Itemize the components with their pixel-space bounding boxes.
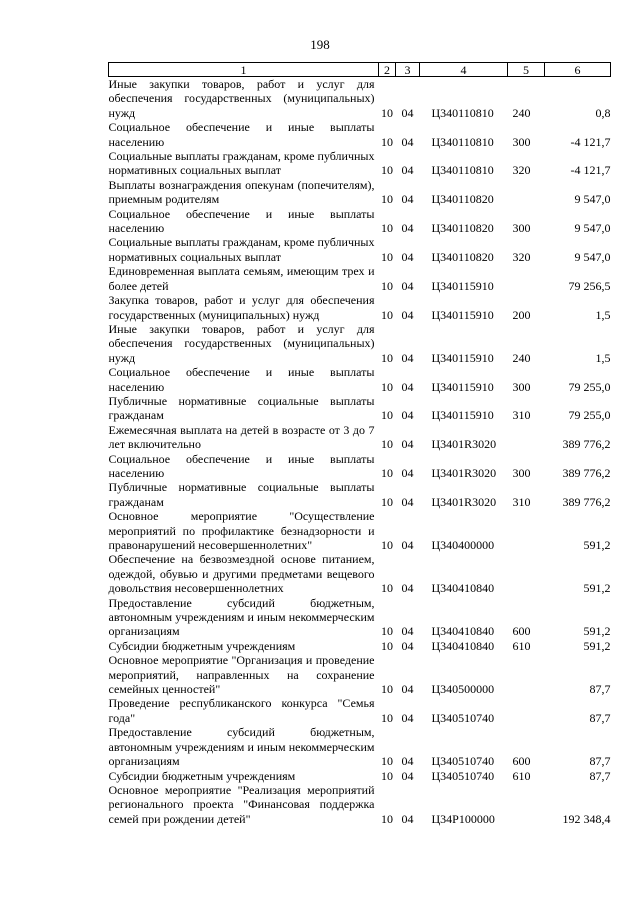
row-code: Ц340500000 bbox=[431, 682, 495, 697]
table-row bbox=[109, 480, 611, 509]
row-expense-type: 320 bbox=[512, 249, 531, 264]
table-row bbox=[109, 207, 611, 236]
row-code: Ц340410840 bbox=[431, 624, 495, 639]
row-name: Социальное обеспечение и иные выплаты населению bbox=[108, 206, 375, 236]
row-expense-type bbox=[508, 552, 545, 595]
row-section: 10 bbox=[381, 581, 393, 596]
row-code: Ц340115910 bbox=[431, 408, 494, 423]
row-subsection: 04 bbox=[401, 624, 414, 639]
row-section: 10 bbox=[381, 307, 393, 322]
row-amount: 87,7 bbox=[589, 710, 611, 725]
table-row bbox=[109, 120, 611, 149]
column-header-3: 3 bbox=[396, 63, 420, 77]
row-subsection: 04 bbox=[401, 682, 414, 697]
row-subsection: 04 bbox=[401, 307, 414, 322]
row-code: Ц34P100000 bbox=[431, 811, 495, 826]
row-code: Ц3401R3020 bbox=[431, 494, 497, 509]
row-name: Основное мероприятие "Осуществление мероприятий по профилактике безнадзорности и правонарушений несовершеннолетних" bbox=[108, 509, 375, 552]
row-amount: 79 255,0 bbox=[568, 379, 611, 394]
row-code: Ц340510740 bbox=[431, 754, 495, 769]
row-section: 10 bbox=[381, 437, 393, 452]
row-section: 10 bbox=[381, 350, 393, 365]
table-row bbox=[109, 264, 611, 293]
row-expense-type: 600 bbox=[512, 624, 531, 639]
row-amount: 389 776,2 bbox=[562, 437, 611, 452]
row-subsection: 04 bbox=[401, 768, 414, 783]
row-amount: 0,8 bbox=[595, 105, 611, 120]
table-row bbox=[109, 725, 611, 768]
row-code: Ц340115910 bbox=[431, 307, 494, 322]
row-amount: -4 121,7 bbox=[570, 134, 611, 149]
row-name: Основное мероприятие "Реализация мероприятий регионального проекта "Финансовая поддержка семей при рождении детей" bbox=[108, 782, 375, 826]
row-subsection: 04 bbox=[401, 754, 414, 769]
row-amount: 9 547,0 bbox=[574, 192, 611, 207]
column-header-5: 5 bbox=[508, 63, 545, 77]
row-expense-type: 310 bbox=[512, 494, 531, 509]
row-name: Публичные нормативные социальные выплаты гражданам bbox=[108, 480, 375, 509]
row-amount: 389 776,2 bbox=[562, 494, 611, 509]
row-subsection: 04 bbox=[401, 710, 414, 725]
row-code: Ц340110810 bbox=[431, 105, 494, 120]
row-expense-type: 300 bbox=[512, 379, 531, 394]
row-subsection: 04 bbox=[401, 538, 414, 552]
row-expense-type bbox=[508, 423, 545, 452]
row-name: Иные закупки товаров, работ и услуг для обеспечения государственных (муниципальных) нужд bbox=[108, 321, 375, 365]
table-row bbox=[109, 235, 611, 264]
row-section: 10 bbox=[381, 278, 393, 293]
budget-table bbox=[108, 62, 611, 826]
row-code: Ц340410840 bbox=[431, 638, 495, 653]
row-subsection: 04 bbox=[401, 638, 414, 653]
row-amount: 591,2 bbox=[583, 581, 611, 596]
row-expense-type: 240 bbox=[512, 350, 531, 365]
row-amount: 79 255,0 bbox=[568, 408, 611, 423]
row-expense-type: 300 bbox=[512, 465, 531, 480]
row-section: 10 bbox=[381, 408, 393, 423]
page-number: 198 bbox=[310, 37, 330, 52]
row-code: Ц340110810 bbox=[431, 163, 494, 178]
table-row bbox=[109, 293, 611, 322]
row-section: 10 bbox=[381, 105, 393, 120]
row-subsection: 04 bbox=[401, 134, 414, 149]
row-subsection: 04 bbox=[401, 221, 414, 236]
table-row bbox=[109, 452, 611, 481]
column-header-4: 4 bbox=[420, 63, 508, 77]
row-section: 10 bbox=[381, 538, 393, 552]
table-row bbox=[109, 596, 611, 639]
column-header-1: 1 bbox=[109, 63, 379, 77]
row-subsection: 04 bbox=[401, 249, 414, 264]
row-subsection: 04 bbox=[401, 494, 414, 509]
row-amount: 87,7 bbox=[589, 768, 611, 783]
row-code: Ц340510740 bbox=[431, 768, 495, 783]
row-expense-type: 300 bbox=[512, 221, 531, 236]
row-name: Обеспечение на безвозмездной основе питанием, одеждой, обувью и другими предметами вещевого довольствия несовершеннолетних bbox=[108, 552, 375, 596]
table-row bbox=[109, 769, 611, 783]
row-expense-type: 200 bbox=[512, 307, 531, 322]
row-name: Социальное обеспечение и иные выплаты населению bbox=[108, 451, 375, 480]
row-section: 10 bbox=[381, 682, 393, 697]
table-row bbox=[109, 423, 611, 452]
row-code: Ц340510740 bbox=[431, 710, 495, 725]
row-amount: 591,2 bbox=[583, 624, 611, 639]
row-expense-type: 300 bbox=[512, 134, 531, 149]
row-code: Ц340115910 bbox=[431, 278, 494, 293]
table-row bbox=[109, 552, 611, 595]
row-expense-type: 610 bbox=[512, 768, 531, 783]
row-expense-type bbox=[508, 783, 545, 826]
table-row bbox=[109, 653, 611, 696]
row-code: Ц340400000 bbox=[431, 538, 495, 552]
row-expense-type: 310 bbox=[512, 408, 531, 423]
row-amount: 591,2 bbox=[583, 538, 611, 552]
row-name: Социальные выплаты гражданам, кроме публичных нормативных социальных выплат bbox=[108, 235, 375, 264]
table-row bbox=[109, 77, 611, 121]
row-name: Субсидии бюджетным учреждениям bbox=[108, 638, 296, 653]
row-section: 10 bbox=[381, 710, 393, 725]
row-expense-type: 610 bbox=[512, 638, 531, 653]
row-code: Ц340410840 bbox=[431, 581, 495, 596]
row-expense-type bbox=[508, 696, 545, 725]
row-code: Ц3401R3020 bbox=[431, 465, 497, 480]
row-subsection: 04 bbox=[401, 350, 414, 365]
row-code: Ц340110820 bbox=[431, 221, 494, 236]
row-name: Единовременная выплата семьям, имеющим трех и более детей bbox=[108, 264, 375, 293]
row-subsection: 04 bbox=[401, 811, 414, 826]
row-code: Ц340110820 bbox=[431, 192, 494, 207]
row-name: Социальные выплаты гражданам, кроме публичных нормативных социальных выплат bbox=[108, 149, 375, 178]
row-expense-type bbox=[508, 509, 545, 552]
row-name: Закупка товаров, работ и услуг для обеспечения государственных (муниципальных) нужд bbox=[108, 293, 375, 322]
row-expense-type bbox=[508, 264, 545, 293]
row-section: 10 bbox=[381, 134, 393, 149]
row-name: Проведение республиканского конкурса "Семья года" bbox=[108, 696, 375, 725]
row-section: 10 bbox=[381, 163, 393, 178]
row-subsection: 04 bbox=[401, 278, 414, 293]
row-name: Основное мероприятие "Организация и проведение мероприятий, направленных на сохранение семейных ценностей" bbox=[108, 653, 375, 697]
row-section: 10 bbox=[381, 221, 393, 236]
row-amount: 1,5 bbox=[595, 350, 611, 365]
table-row bbox=[109, 149, 611, 178]
table-row bbox=[109, 639, 611, 653]
row-amount: 192 348,4 bbox=[562, 811, 611, 826]
row-subsection: 04 bbox=[401, 192, 414, 207]
row-subsection: 04 bbox=[401, 408, 414, 423]
row-section: 10 bbox=[381, 754, 393, 769]
row-name: Иные закупки товаров, работ и услуг для обеспечения государственных (муниципальных) нужд bbox=[108, 77, 375, 120]
row-name: Субсидии бюджетным учреждениям bbox=[108, 768, 296, 783]
row-subsection: 04 bbox=[401, 163, 414, 178]
row-code: Ц3401R3020 bbox=[431, 437, 497, 452]
row-amount: 9 547,0 bbox=[574, 249, 611, 264]
table-row bbox=[109, 178, 611, 207]
row-amount: 389 776,2 bbox=[562, 465, 611, 480]
row-amount: 87,7 bbox=[589, 754, 611, 769]
row-expense-type: 240 bbox=[512, 105, 531, 120]
row-subsection: 04 bbox=[401, 465, 414, 480]
row-section: 10 bbox=[381, 465, 393, 480]
row-name: Предоставление субсидий бюджетным, автономным учреждениям и иным некоммерческим организациям bbox=[108, 725, 375, 769]
row-section: 10 bbox=[381, 494, 393, 509]
header-row bbox=[109, 63, 611, 77]
row-amount: 79 256,5 bbox=[568, 278, 611, 293]
row-subsection: 04 bbox=[401, 437, 414, 452]
row-name: Выплаты вознаграждения опекунам (попечителям), приемным родителям bbox=[108, 177, 375, 207]
row-name: Предоставление субсидий бюджетным, автономным учреждениям и иным некоммерческим организациям bbox=[108, 595, 375, 639]
table-row bbox=[109, 509, 611, 552]
table-row bbox=[109, 322, 611, 365]
row-expense-type: 600 bbox=[512, 754, 531, 769]
row-amount: -4 121,7 bbox=[570, 163, 611, 178]
row-expense-type bbox=[508, 653, 545, 696]
row-name: Социальное обеспечение и иные выплаты населению bbox=[108, 120, 375, 149]
row-code: Ц340110820 bbox=[431, 249, 494, 264]
row-section: 10 bbox=[381, 638, 393, 653]
row-section: 10 bbox=[381, 192, 393, 207]
row-subsection: 04 bbox=[401, 105, 414, 120]
row-section: 10 bbox=[381, 768, 393, 783]
row-section: 10 bbox=[381, 624, 393, 639]
row-amount: 591,2 bbox=[583, 638, 611, 653]
row-subsection: 04 bbox=[401, 581, 414, 596]
table-row bbox=[109, 783, 611, 826]
table-row bbox=[109, 696, 611, 725]
row-section: 10 bbox=[381, 249, 393, 264]
row-name: Социальное обеспечение и иные выплаты населению bbox=[108, 365, 375, 394]
row-expense-type bbox=[508, 178, 545, 207]
row-amount: 87,7 bbox=[589, 682, 611, 697]
row-code: Ц340110810 bbox=[431, 134, 494, 149]
row-amount: 1,5 bbox=[595, 307, 611, 322]
row-name: Публичные нормативные социальные выплаты гражданам bbox=[108, 393, 375, 423]
row-subsection: 04 bbox=[401, 379, 414, 394]
row-section: 10 bbox=[381, 379, 393, 394]
row-code: Ц340115910 bbox=[431, 379, 494, 394]
table-row bbox=[109, 394, 611, 423]
column-header-2: 2 bbox=[379, 63, 396, 77]
row-amount: 9 547,0 bbox=[574, 221, 611, 236]
row-expense-type: 320 bbox=[512, 163, 531, 178]
row-section: 10 bbox=[381, 811, 393, 826]
row-name: Ежемесячная выплата на детей в возрасте от 3 до 7 лет включительно bbox=[108, 422, 375, 452]
row-code: Ц340115910 bbox=[431, 350, 494, 365]
column-header-6: 6 bbox=[545, 63, 611, 77]
table-row bbox=[109, 365, 611, 394]
